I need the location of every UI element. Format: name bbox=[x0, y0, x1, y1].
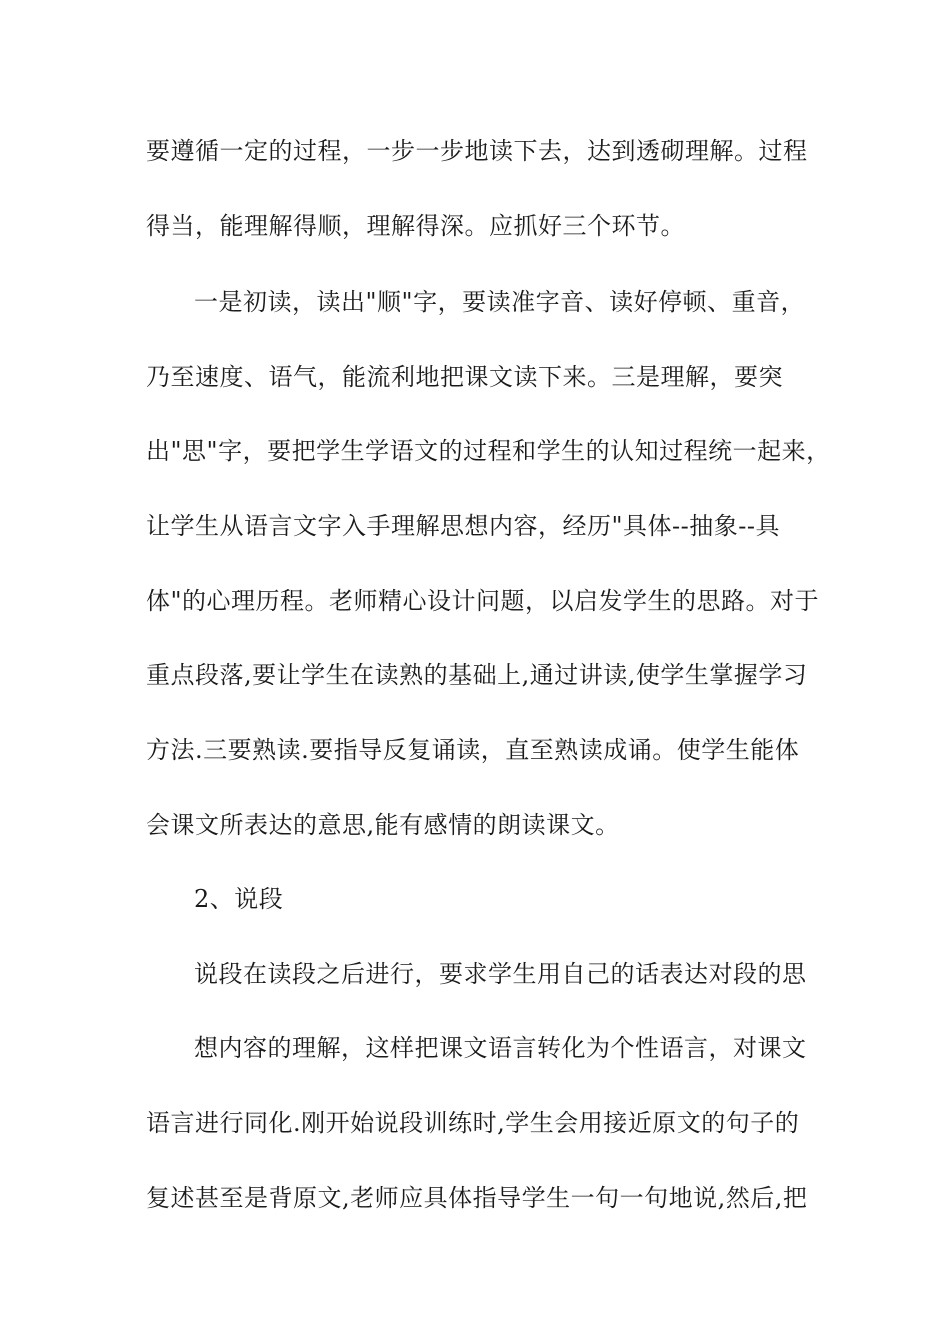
text-line-5: 出"思"字，要把学生学语文的过程和学生的认知过程统一起来， bbox=[146, 437, 831, 465]
text-line-14: 语言进行同化.刚开始说段训练时,学生会用接近原文的句子的 bbox=[146, 1109, 800, 1137]
section-heading: 2、说段 bbox=[194, 885, 284, 913]
text-line-6: 让学生从语言文字入手理解思想内容，经历"具体--抽象--具 bbox=[146, 512, 780, 540]
text-line-3: 一是初读，读出"顺"字，要读准字音、读好停顿、重音， bbox=[194, 288, 806, 316]
text-line-7: 体"的心理历程。老师精心设计问题，以启发学生的思路。对于 bbox=[146, 587, 820, 615]
text-line-1: 要遵循一定的过程，一步一步地读下去，达到透砌理解。过程 bbox=[146, 137, 808, 165]
text-line-8: 重点段落,要让学生在读熟的基础上,通过讲读,使学生掌握学习 bbox=[146, 661, 808, 689]
text-line-9: 方法.三要熟读.要指导反复诵读，直至熟读成诵。使学生能体 bbox=[146, 736, 800, 764]
text-line-4: 乃至速度、语气，能流利地把课文读下来。三是理解，要突 bbox=[146, 363, 783, 391]
text-line-12: 说段在读段之后进行，要求学生用自己的话表达对段的思 bbox=[194, 960, 807, 988]
text-line-10: 会课文所表达的意思,能有感情的朗读课文。 bbox=[146, 811, 620, 839]
text-line-13: 想内容的理解，这样把课文语言转化为个性语言，对课文 bbox=[194, 1034, 807, 1062]
text-line-2: 得当，能理解得顺，理解得深。应抓好三个环节。 bbox=[146, 212, 685, 240]
text-line-15: 复述甚至是背原文,老师应具体指导学生一句一句地说,然后,把 bbox=[146, 1184, 808, 1212]
